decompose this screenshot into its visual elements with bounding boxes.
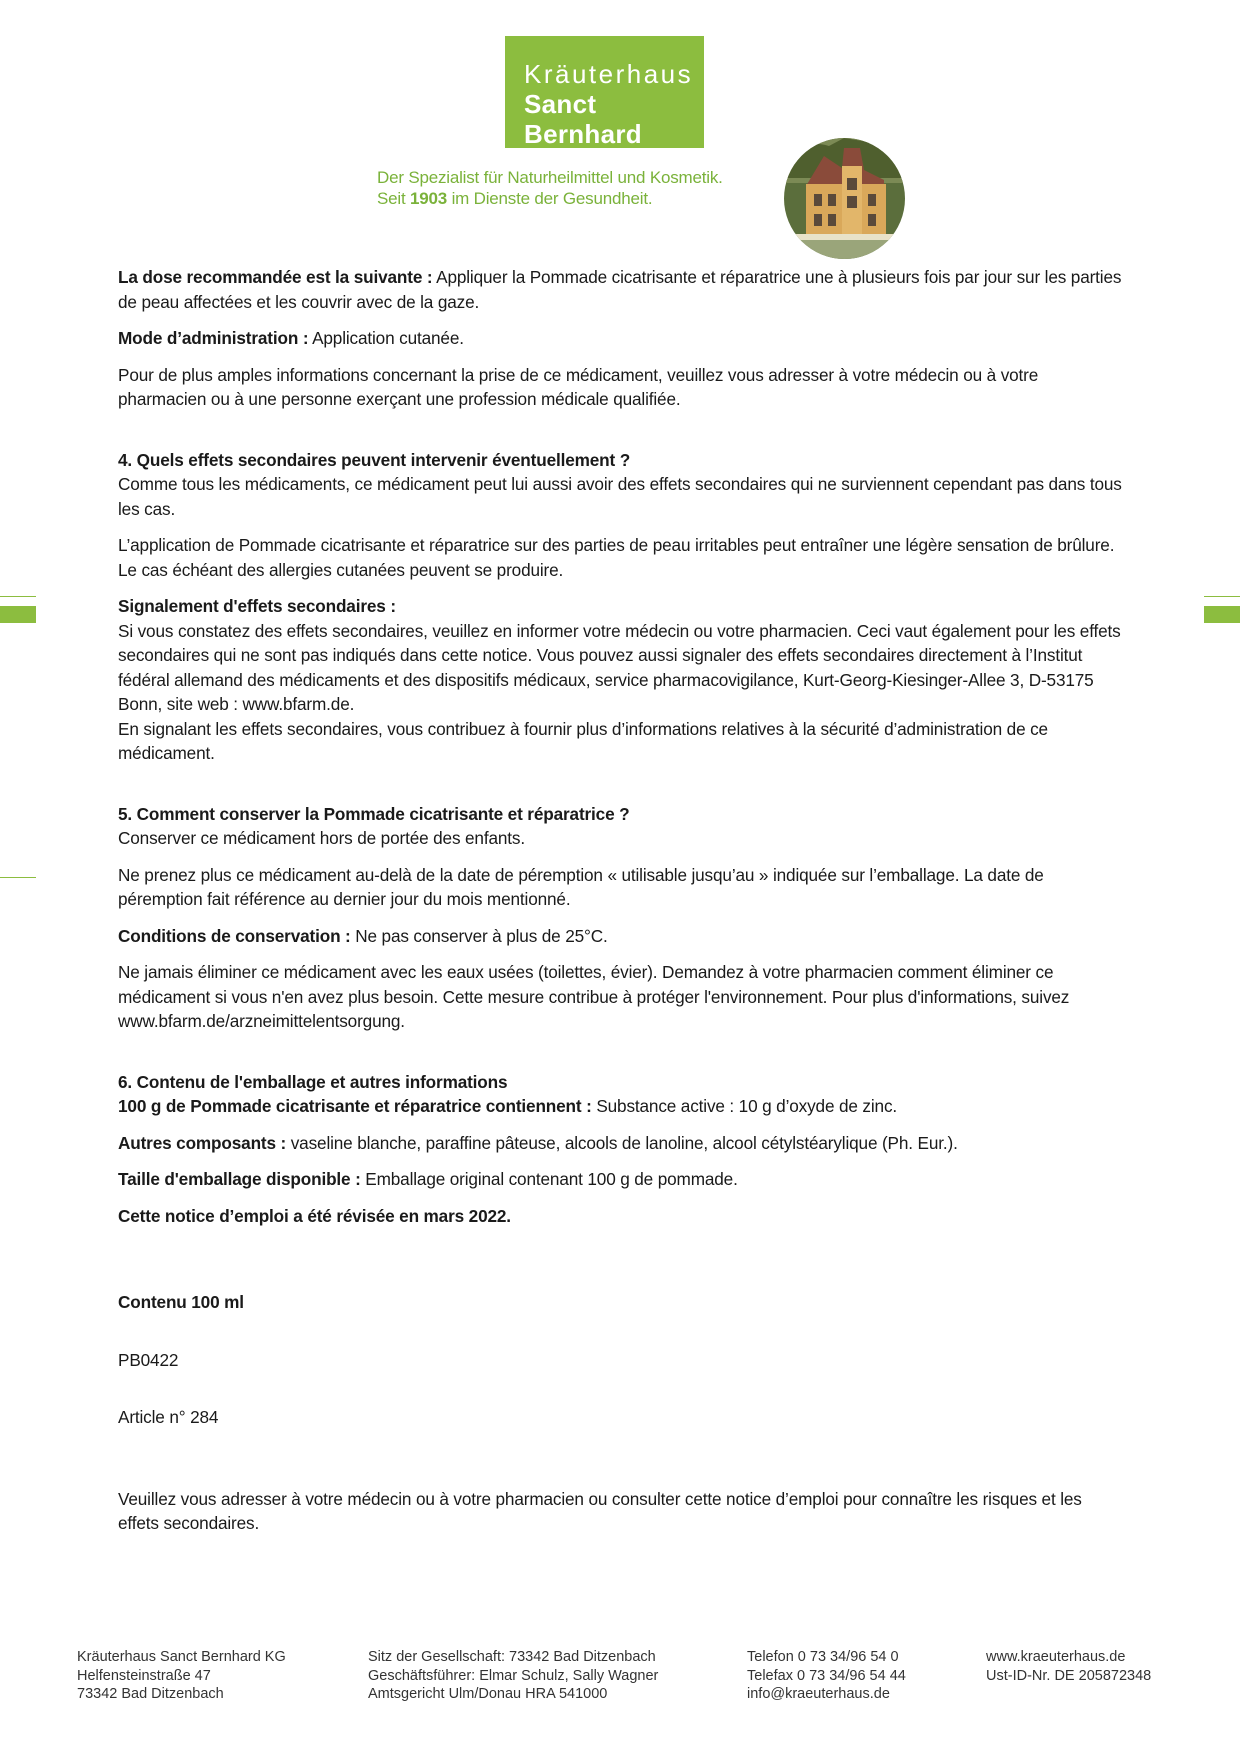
fold-mark-left-line bbox=[0, 596, 36, 597]
footer-website: www.kraeuterhaus.de bbox=[986, 1649, 1126, 1665]
disposal-paragraph: Ne jamais éliminer ce médicament avec les eaux usées (toilettes, évier). Demandez à votre pharmacien comment éliminer ce médicament si vous n'en avez plus besoin. Cette mesure contribue à protéger l'environnement. Pour plus d'informations, suivez www.bfarm.de/arzneimittelentsorgung. bbox=[118, 962, 1070, 1031]
reporting-text: Si vous constatez des effets secondaires, veuillez en informer votre médecin ou votre pharmacien. Ceci vaut également pour les effets secondaires qui ne sont pas indiqués dans cette notice. Vous pouvez aussi signaler des effets secondaires directement à l’Institut fédéral allemand des médicaments et des dispositifs médicaux, service pharmacovigilance, Kurt-Georg-Kiesinger-Allee 3, D-53175 Bonn, site web : www.bfarm.de. bbox=[118, 620, 1121, 714]
batch-code: PB0422 bbox=[118, 1349, 179, 1370]
expiry-paragraph: Ne prenez plus ce médicament au-delà de la date de péremption « utilisable jusqu’au » indiquée sur l’emballage. La date de péremption fait référence au dernier jour du mois mentionné. bbox=[118, 864, 1044, 909]
tagline-line2: Seit 1903 im Dienste der Gesundheit. bbox=[377, 189, 653, 208]
dose-text: Appliquer la Pommade cicatrisante et réparatrice une à plusieurs fois par jour sur les parties de peau affectées et les couvrir avec de la gaze. bbox=[118, 267, 1122, 312]
administration-text: Application cutanée. bbox=[308, 328, 464, 348]
administration-paragraph bbox=[118, 326, 1123, 351]
other-components-text: vaseline blanche, paraffine pâteuse, alcools de lanoline, alcool cétylstéarylique (Ph. Eur.). bbox=[286, 1132, 958, 1153]
fold-mark-left bbox=[0, 606, 36, 623]
logo-name-line1: Kräuterhaus bbox=[524, 59, 694, 89]
tagline-year: 1903 bbox=[410, 189, 448, 208]
building-photo bbox=[784, 138, 905, 259]
article-number: Article n° 284 bbox=[118, 1407, 219, 1427]
punch-mark-left bbox=[0, 877, 36, 878]
leaflet-body bbox=[118, 265, 1123, 1548]
section-4 bbox=[118, 448, 1123, 522]
brand-tagline bbox=[377, 167, 723, 209]
section-5-text: Conserver ce médicament hors de portée des enfants. bbox=[118, 828, 525, 848]
dose-label: La dose recommandée est la suivante : bbox=[118, 267, 433, 287]
fold-mark-right-line bbox=[1204, 596, 1240, 597]
reporting-paragraph bbox=[118, 594, 1123, 766]
active-text: Substance active : 10 g d’oxyde de zinc. bbox=[591, 1096, 898, 1116]
revision-note: Cette notice d’emploi a été révisée en mars 2022. bbox=[118, 1205, 511, 1226]
fold-mark-right bbox=[1204, 606, 1240, 623]
section-5-heading: 5. Comment conserver la Pommade cicatrisante et réparatrice ? bbox=[118, 803, 630, 824]
closing-note: Veuillez vous adresser à votre médecin ou à votre pharmacien ou consulter cette notice d’emploi pour connaître les risques et les effets secondaires. bbox=[118, 1488, 1082, 1533]
active-label: 100 g de Pommade cicatrisante et réparatrice contiennent : bbox=[118, 1096, 592, 1116]
section-4-text-2: L’application de Pommade cicatrisante et réparatrice sur des parties de peau irritables peut entraîner une légère sensation de brûlure. Le cas échéant des allergies cutanées peuvent se produire. bbox=[118, 535, 1115, 580]
other-components-paragraph bbox=[118, 1131, 1123, 1156]
footer-company: Kräuterhaus Sanct Bernhard KG Helfensteinstraße 47 73342 Bad Ditzenbach bbox=[77, 1649, 286, 1702]
storage-paragraph bbox=[118, 924, 1123, 949]
footer-web bbox=[986, 1648, 1151, 1685]
brand-logo bbox=[505, 36, 704, 148]
footer-fax: Telefax 0 73 34/96 54 44 bbox=[747, 1667, 906, 1684]
pack-size-label: Taille d'emballage disponible : bbox=[118, 1169, 361, 1189]
tagline-line1: Der Spezialist für Naturheilmittel und Kosmetik. bbox=[377, 168, 723, 187]
footer-legal: Sitz der Gesellschaft: 73342 Bad Ditzenbach Geschäftsführer: Elmar Schulz, Sally Wagner Amtsgericht Ulm/Donau HRA 541000 bbox=[368, 1649, 659, 1702]
logo-name-line2: Sanct Bernhard bbox=[524, 89, 642, 149]
footer-email: info@kraeuterhaus.de bbox=[747, 1686, 890, 1702]
more-info-paragraph: Pour de plus amples informations concernant la prise de ce médicament, veuillez vous adresser à votre médecin ou à votre pharmacien ou à une personne exerçant une profession médicale qualifiée. bbox=[118, 364, 1039, 409]
footer-phone: Telefon 0 73 34/96 54 0 bbox=[747, 1649, 899, 1665]
section-6-heading: 6. Contenu de l'emballage et autres informations bbox=[118, 1071, 508, 1092]
administration-label: Mode d’administration : bbox=[118, 328, 309, 348]
storage-text: Ne pas conserver à plus de 25°C. bbox=[350, 925, 608, 946]
section-4-heading: 4. Quels effets secondaires peuvent intervenir éventuellement ? bbox=[118, 449, 631, 470]
section-6 bbox=[118, 1070, 1123, 1119]
storage-label: Conditions de conservation : bbox=[118, 925, 351, 946]
footer-contact bbox=[747, 1648, 906, 1704]
section-4-text: Comme tous les médicaments, ce médicament peut lui aussi avoir des effets secondaires qui ne surviennent cependant pas dans tous les cas. bbox=[118, 474, 1122, 519]
reporting-heading: Signalement d'effets secondaires : bbox=[118, 596, 396, 616]
section-5 bbox=[118, 802, 1123, 851]
footer-vat-id: Ust-ID-Nr. DE 205872348 bbox=[986, 1667, 1152, 1684]
reporting-text-2: En signalant les effets secondaires, vous contribuez à fournir plus d’informations relatives à la sécurité d’administration de ce médicament. bbox=[118, 718, 1048, 763]
dose-paragraph bbox=[118, 265, 1123, 314]
pack-size-text: Emballage original contenant 100 g de pommade. bbox=[360, 1169, 738, 1189]
other-components-label: Autres composants : bbox=[118, 1132, 287, 1153]
contents-volume: Contenu 100 ml bbox=[118, 1292, 244, 1312]
pack-size-paragraph bbox=[118, 1167, 1123, 1192]
